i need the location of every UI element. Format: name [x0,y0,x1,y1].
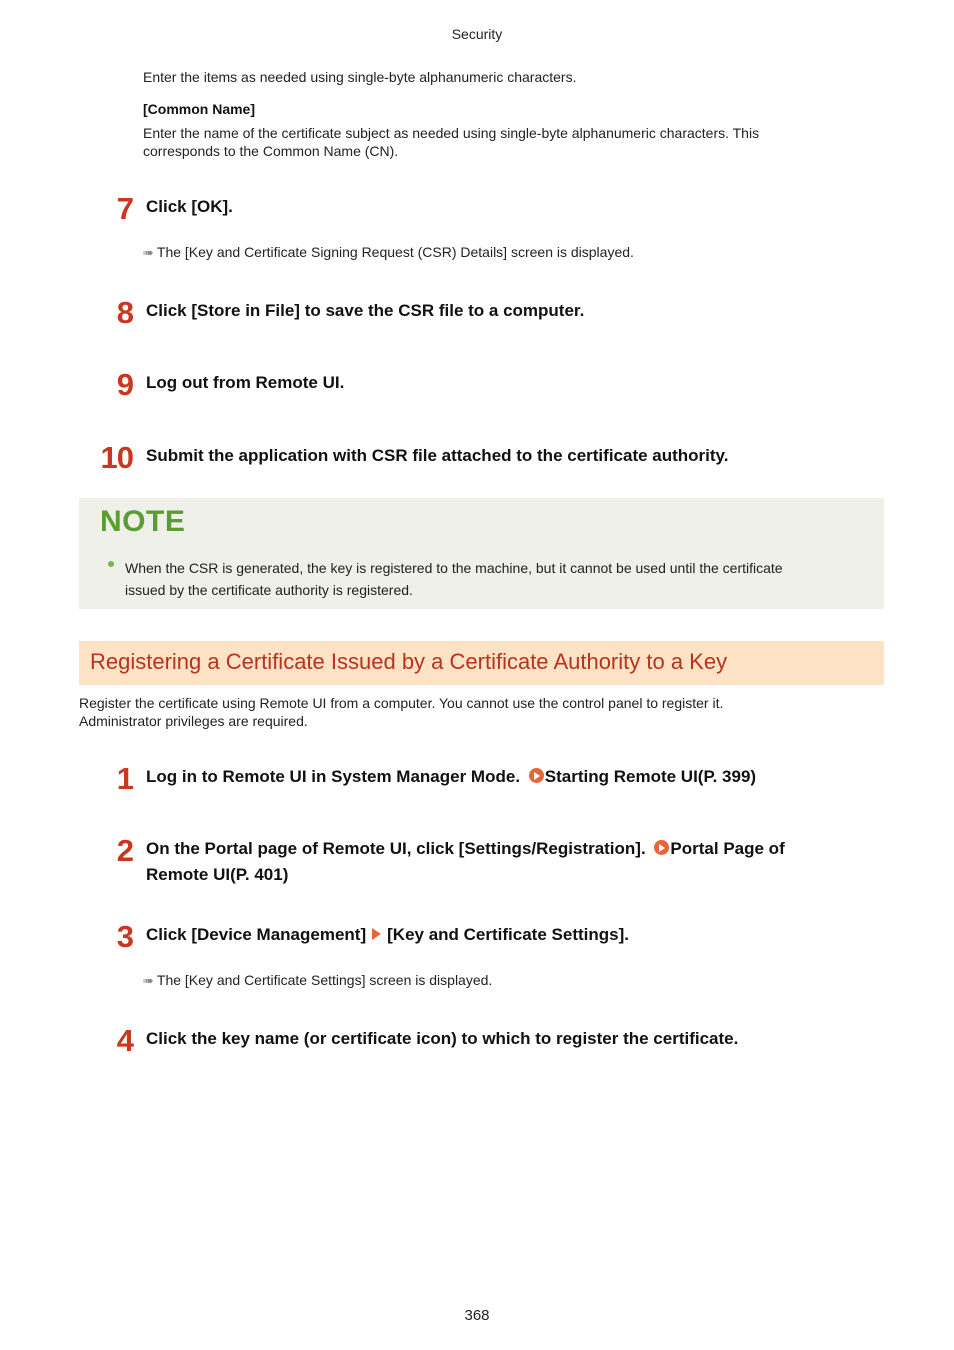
step-instruction [146,764,886,790]
step-instruction-text: On the Portal page of Remote UI, click [Settings/Registration]. [146,839,646,858]
step-instruction: Log out from Remote UI. [146,373,345,392]
link-portal-page[interactable]: Portal Page of [670,839,785,858]
page-number: 368 [464,1307,490,1324]
common-name-description [143,125,863,160]
section-title: Registering a Certificate Issued by a Certificate Authority to a Key [90,649,728,674]
result-arrow-icon: ➠ [143,245,154,260]
step-result [143,243,634,262]
link-arrow-icon [529,768,544,783]
link-portal-page-continued[interactable]: Remote UI(P. 401) [146,865,289,884]
step-instruction-text-part-1: Click [Device Management] [146,925,367,944]
section-description [79,695,879,730]
step-result [143,971,492,990]
step-number: 1 [116,761,133,796]
step-number: 10 [100,440,133,475]
items-instruction: Enter the items as needed using single-byte alphanumeric characters. [143,69,577,85]
note-line-1: When the CSR is generated, the key is registered to the machine, but it cannot be used until the certificate [125,560,783,576]
common-name-label: [Common Name] [143,101,256,117]
step-number: 8 [116,295,133,330]
step-instruction [146,922,886,948]
link-arrow-icon [654,840,669,855]
running-header: Security [451,26,503,42]
step-instruction: Click [Store in File] to save the CSR file to a computer. [146,301,585,320]
result-arrow-icon: ➠ [143,973,154,988]
step-instruction-text-part-2: [Key and Certificate Settings]. [387,925,629,944]
step-instruction: Submit the application with CSR file attached to the certificate authority. [146,446,729,465]
step-number: 3 [116,919,133,954]
step-number: 4 [116,1023,133,1058]
step-number: 9 [116,367,133,402]
menu-separator-arrow-icon [372,928,381,940]
note-line-2: issued by the certificate authority is registered. [125,582,413,598]
common-name-desc-line-2: corresponds to the Common Name (CN). [143,142,399,159]
section-desc-line-1: Register the certificate using Remote UI from a computer. You cannot use the control panel to register it. [79,695,724,711]
link-starting-remote-ui[interactable]: Starting Remote UI(P. 399) [544,767,757,786]
step-instruction: Click the key name (or certificate icon) to which to register the certificate. [146,1029,739,1048]
common-name-desc-line-1: Enter the name of the certificate subject as needed using single-byte alphanumeric characters. This [143,125,760,141]
step-instruction-text: Log in to Remote UI in System Manager Mode. [146,767,521,786]
section-desc-line-2: Administrator privileges are required. [79,712,308,729]
note-text [125,557,860,601]
step-number: 7 [116,191,133,226]
step-instruction [146,836,886,888]
step-instruction: Click [OK]. [146,197,233,216]
step-result-text: The [Key and Certificate Settings] screen is displayed. [156,972,493,988]
step-result-text: The [Key and Certificate Signing Request (CSR) Details] screen is displayed. [156,244,634,260]
bullet-icon [108,561,114,567]
note-title: NOTE [100,505,186,538]
step-number: 2 [116,833,133,868]
